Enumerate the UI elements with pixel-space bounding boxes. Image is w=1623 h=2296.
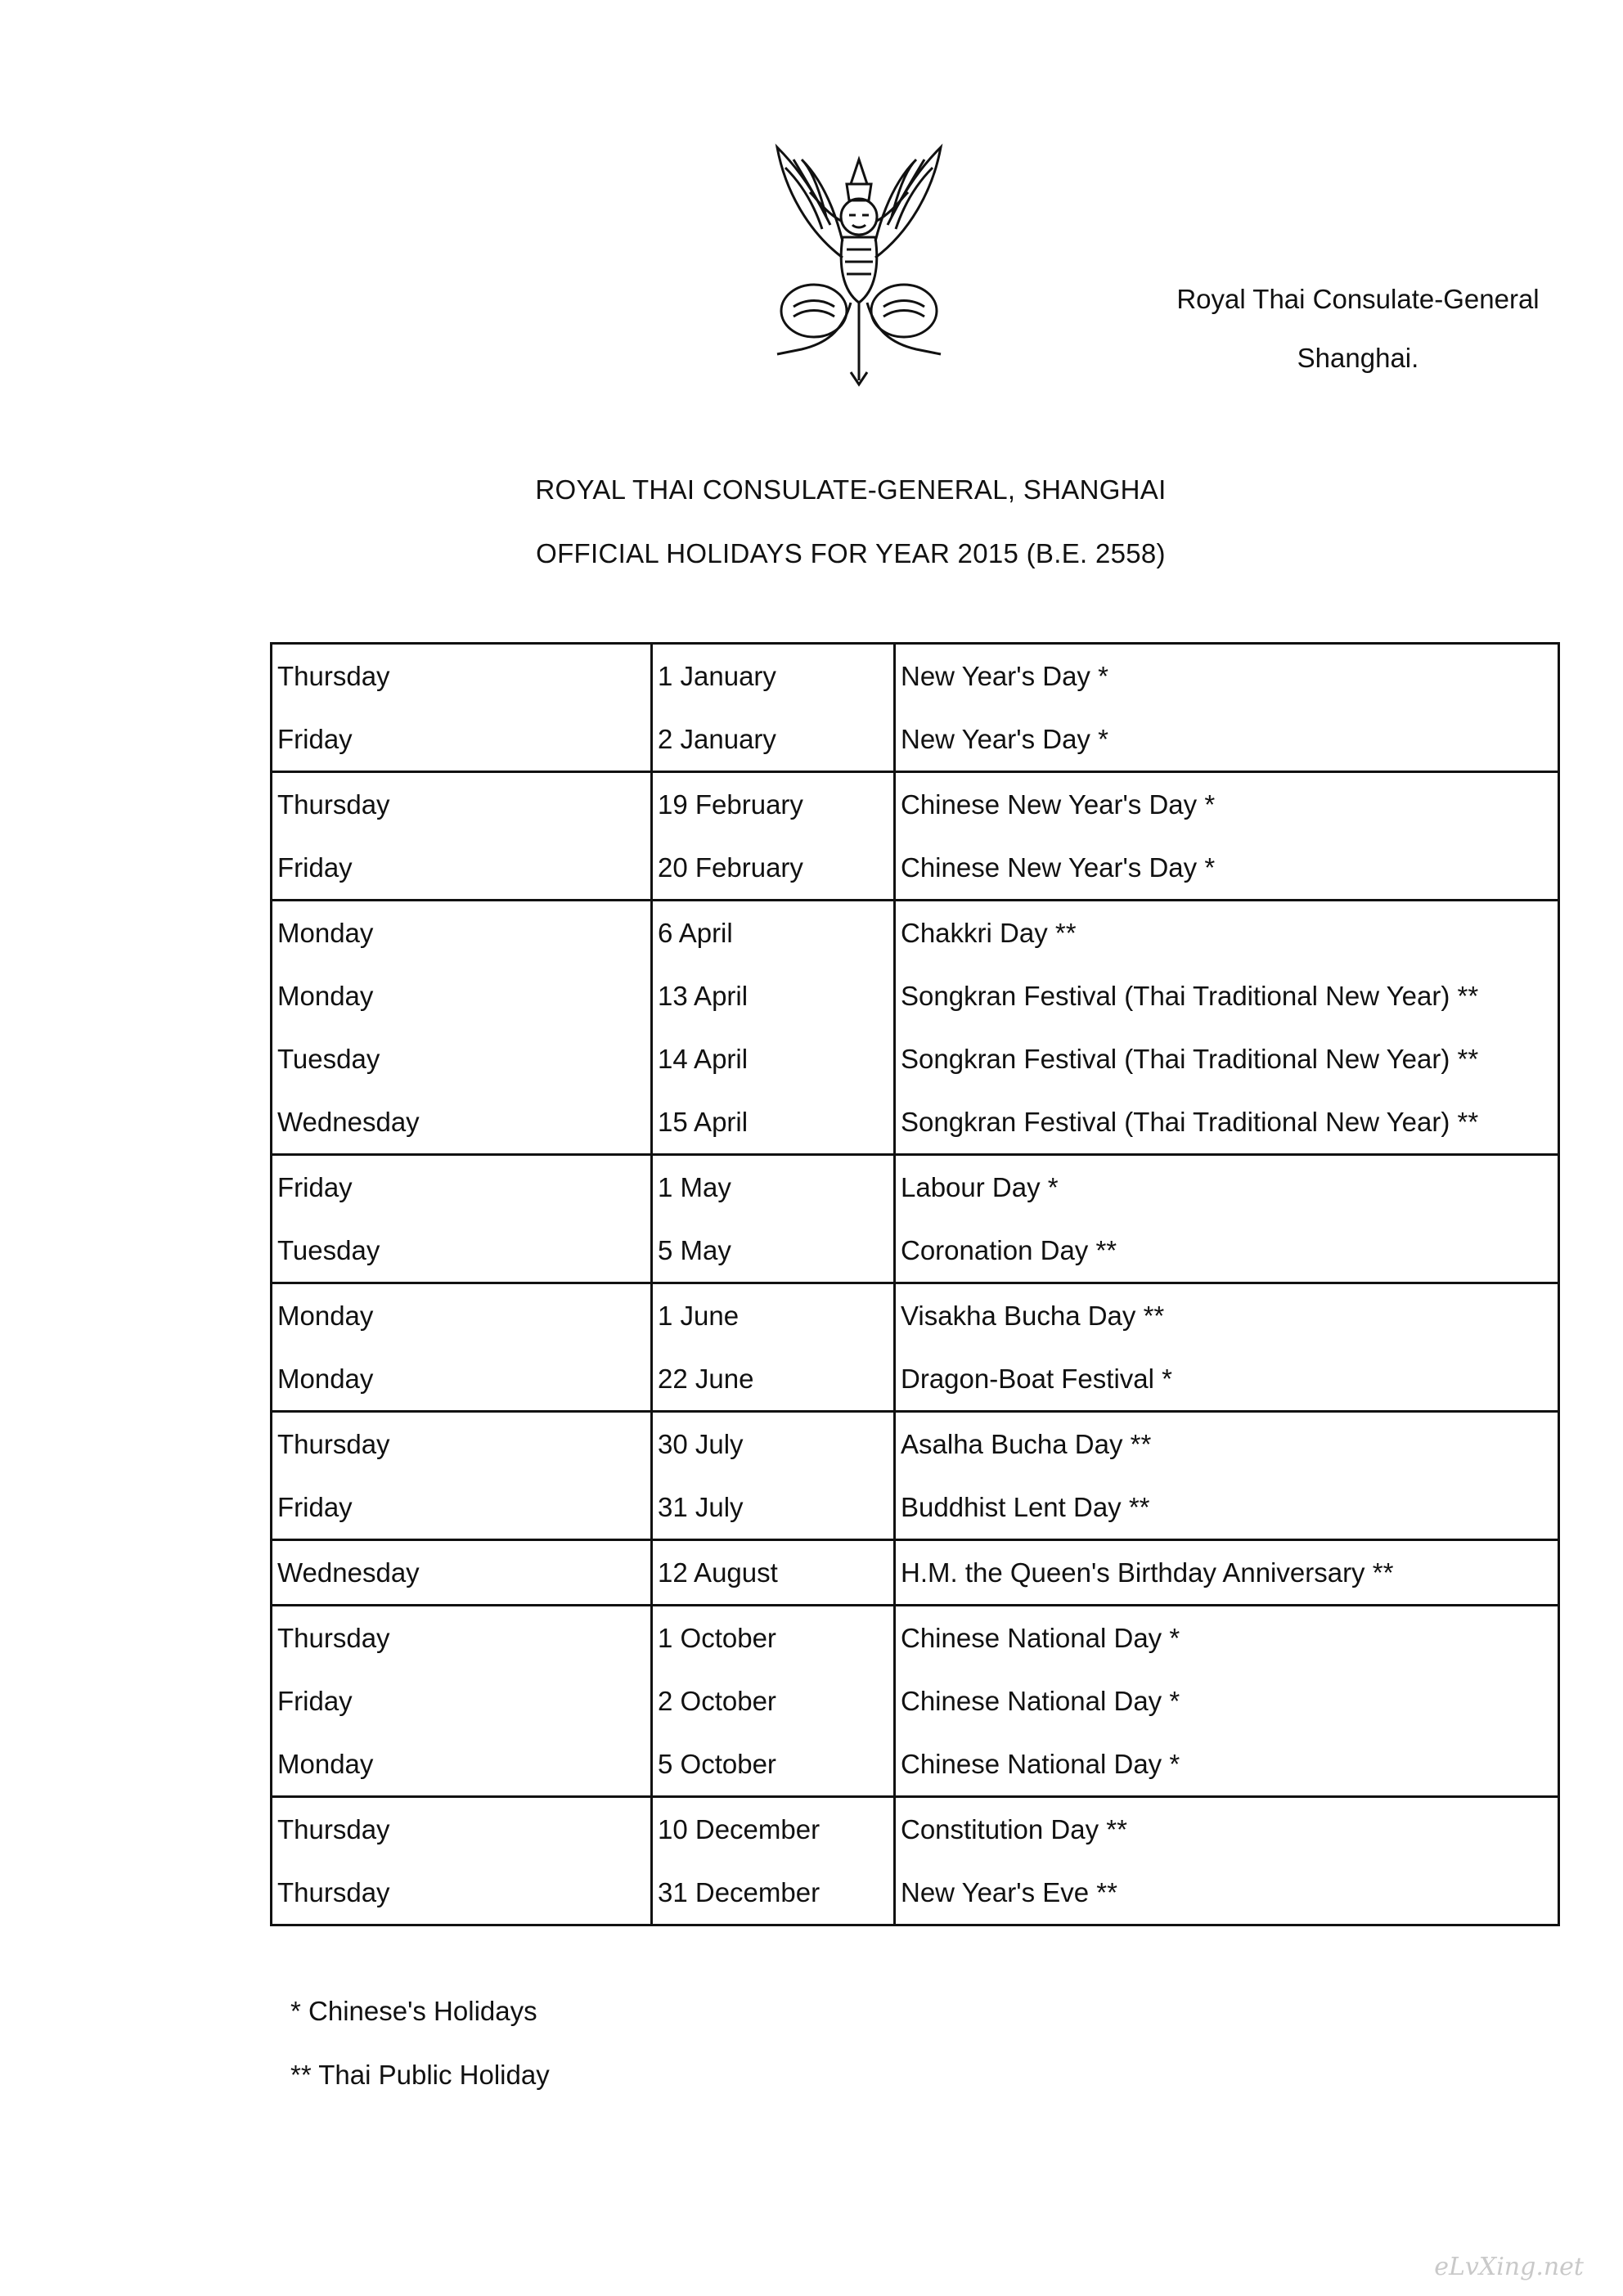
holiday-row <box>272 1669 1559 1732</box>
holiday-date-cell: 15 April <box>652 1090 895 1155</box>
holiday-row <box>272 1797 1559 1862</box>
footnote-chinese-holidays: * Chinese's Holidays <box>290 1996 537 2026</box>
holiday-name-cell: Constitution Day ** <box>895 1797 1559 1862</box>
holiday-date-cell: 1 June <box>652 1283 895 1348</box>
holiday-day-cell: Tuesday <box>272 1219 652 1283</box>
holiday-name-cell: Chinese National Day * <box>895 1606 1559 1670</box>
holiday-day-cell: Monday <box>272 964 652 1027</box>
holiday-day-cell: Friday <box>272 1155 652 1220</box>
garuda-emblem <box>720 135 998 397</box>
holiday-date-cell: 1 May <box>652 1155 895 1220</box>
holiday-row <box>272 901 1559 965</box>
holiday-day-cell: Monday <box>272 1732 652 1797</box>
issuer-name: Royal Thai Consulate-General <box>1176 284 1540 314</box>
document-heading <box>409 458 1293 586</box>
holiday-date-cell: 12 August <box>652 1540 895 1606</box>
holiday-date-cell: 5 May <box>652 1219 895 1283</box>
issuer-city: Shanghai. <box>1297 343 1419 373</box>
holiday-name-cell: Chinese New Year's Day * <box>895 772 1559 837</box>
holiday-day-cell: Thursday <box>272 772 652 837</box>
holiday-name-cell: Chinese National Day * <box>895 1669 1559 1732</box>
holiday-row <box>272 1027 1559 1090</box>
holiday-date-cell: 14 April <box>652 1027 895 1090</box>
holiday-day-cell: Friday <box>272 1669 652 1732</box>
holiday-row <box>272 772 1559 837</box>
holiday-date-cell: 19 February <box>652 772 895 837</box>
holiday-date-cell: 1 January <box>652 644 895 708</box>
holiday-name-cell: Songkran Festival (Thai Traditional New Year) ** <box>895 1027 1559 1090</box>
holiday-day-cell: Thursday <box>272 1606 652 1670</box>
holiday-name-cell: Songkran Festival (Thai Traditional New Year) ** <box>895 1090 1559 1155</box>
holiday-name-cell: Chinese New Year's Day * <box>895 836 1559 901</box>
watermark: eLvXing.net <box>1434 2253 1584 2281</box>
holiday-day-cell: Thursday <box>272 1861 652 1925</box>
holiday-row <box>272 1540 1559 1606</box>
holiday-date-cell: 6 April <box>652 901 895 965</box>
holiday-name-cell: Songkran Festival (Thai Traditional New Year) ** <box>895 964 1559 1027</box>
holiday-row <box>272 1090 1559 1155</box>
holiday-date-cell: 2 October <box>652 1669 895 1732</box>
holiday-row <box>272 1476 1559 1540</box>
holiday-table <box>270 642 1560 1926</box>
holiday-day-cell: Tuesday <box>272 1027 652 1090</box>
holiday-day-cell: Thursday <box>272 1797 652 1862</box>
holiday-date-cell: 1 October <box>652 1606 895 1670</box>
holiday-date-cell: 31 July <box>652 1476 895 1540</box>
holiday-row <box>272 1732 1559 1797</box>
holiday-table-body <box>272 644 1559 1925</box>
holiday-day-cell: Monday <box>272 1283 652 1348</box>
holiday-date-cell: 13 April <box>652 964 895 1027</box>
holiday-day-cell: Thursday <box>272 1412 652 1476</box>
holiday-row <box>272 836 1559 901</box>
footnote-thai-holidays: ** Thai Public Holiday <box>290 2060 550 2090</box>
holiday-name-cell: Coronation Day ** <box>895 1219 1559 1283</box>
holiday-day-cell: Thursday <box>272 644 652 708</box>
holiday-date-cell: 31 December <box>652 1861 895 1925</box>
holiday-row <box>272 1412 1559 1476</box>
holiday-day-cell: Monday <box>272 901 652 965</box>
holiday-row <box>272 1155 1559 1220</box>
holiday-row <box>272 644 1559 708</box>
holiday-date-cell: 20 February <box>652 836 895 901</box>
holiday-row <box>272 1861 1559 1925</box>
holiday-name-cell: New Year's Eve ** <box>895 1861 1559 1925</box>
holiday-date-cell: 10 December <box>652 1797 895 1862</box>
holiday-date-cell: 22 June <box>652 1347 895 1412</box>
heading-title: ROYAL THAI CONSULATE-GENERAL, SHANGHAI <box>535 474 1167 505</box>
holiday-name-cell: H.M. the Queen's Birthday Anniversary ** <box>895 1540 1559 1606</box>
holiday-row <box>272 708 1559 772</box>
holiday-name-cell: Asalha Bucha Day ** <box>895 1412 1559 1476</box>
holiday-name-cell: Labour Day * <box>895 1155 1559 1220</box>
holiday-row <box>272 1347 1559 1412</box>
holiday-day-cell: Wednesday <box>272 1540 652 1606</box>
footnotes <box>290 1979 550 2107</box>
holiday-name-cell: Dragon-Boat Festival * <box>895 1347 1559 1412</box>
holiday-name-cell: Visakha Bucha Day ** <box>895 1283 1559 1348</box>
holiday-name-cell: New Year's Day * <box>895 708 1559 772</box>
holiday-day-cell: Friday <box>272 836 652 901</box>
holiday-row <box>272 1606 1559 1670</box>
holiday-name-cell: Chakkri Day ** <box>895 901 1559 965</box>
heading-subtitle: OFFICIAL HOLIDAYS FOR YEAR 2015 (B.E. 2558) <box>536 538 1166 568</box>
holiday-row <box>272 964 1559 1027</box>
issuer-block <box>1145 270 1571 388</box>
holiday-name-cell: New Year's Day * <box>895 644 1559 708</box>
holiday-date-cell: 5 October <box>652 1732 895 1797</box>
holiday-name-cell: Chinese National Day * <box>895 1732 1559 1797</box>
holiday-date-cell: 2 January <box>652 708 895 772</box>
holiday-day-cell: Wednesday <box>272 1090 652 1155</box>
holiday-row <box>272 1283 1559 1348</box>
holiday-row <box>272 1219 1559 1283</box>
holiday-day-cell: Friday <box>272 1476 652 1540</box>
holiday-name-cell: Buddhist Lent Day ** <box>895 1476 1559 1540</box>
holiday-date-cell: 30 July <box>652 1412 895 1476</box>
holiday-day-cell: Monday <box>272 1347 652 1412</box>
holiday-day-cell: Friday <box>272 708 652 772</box>
